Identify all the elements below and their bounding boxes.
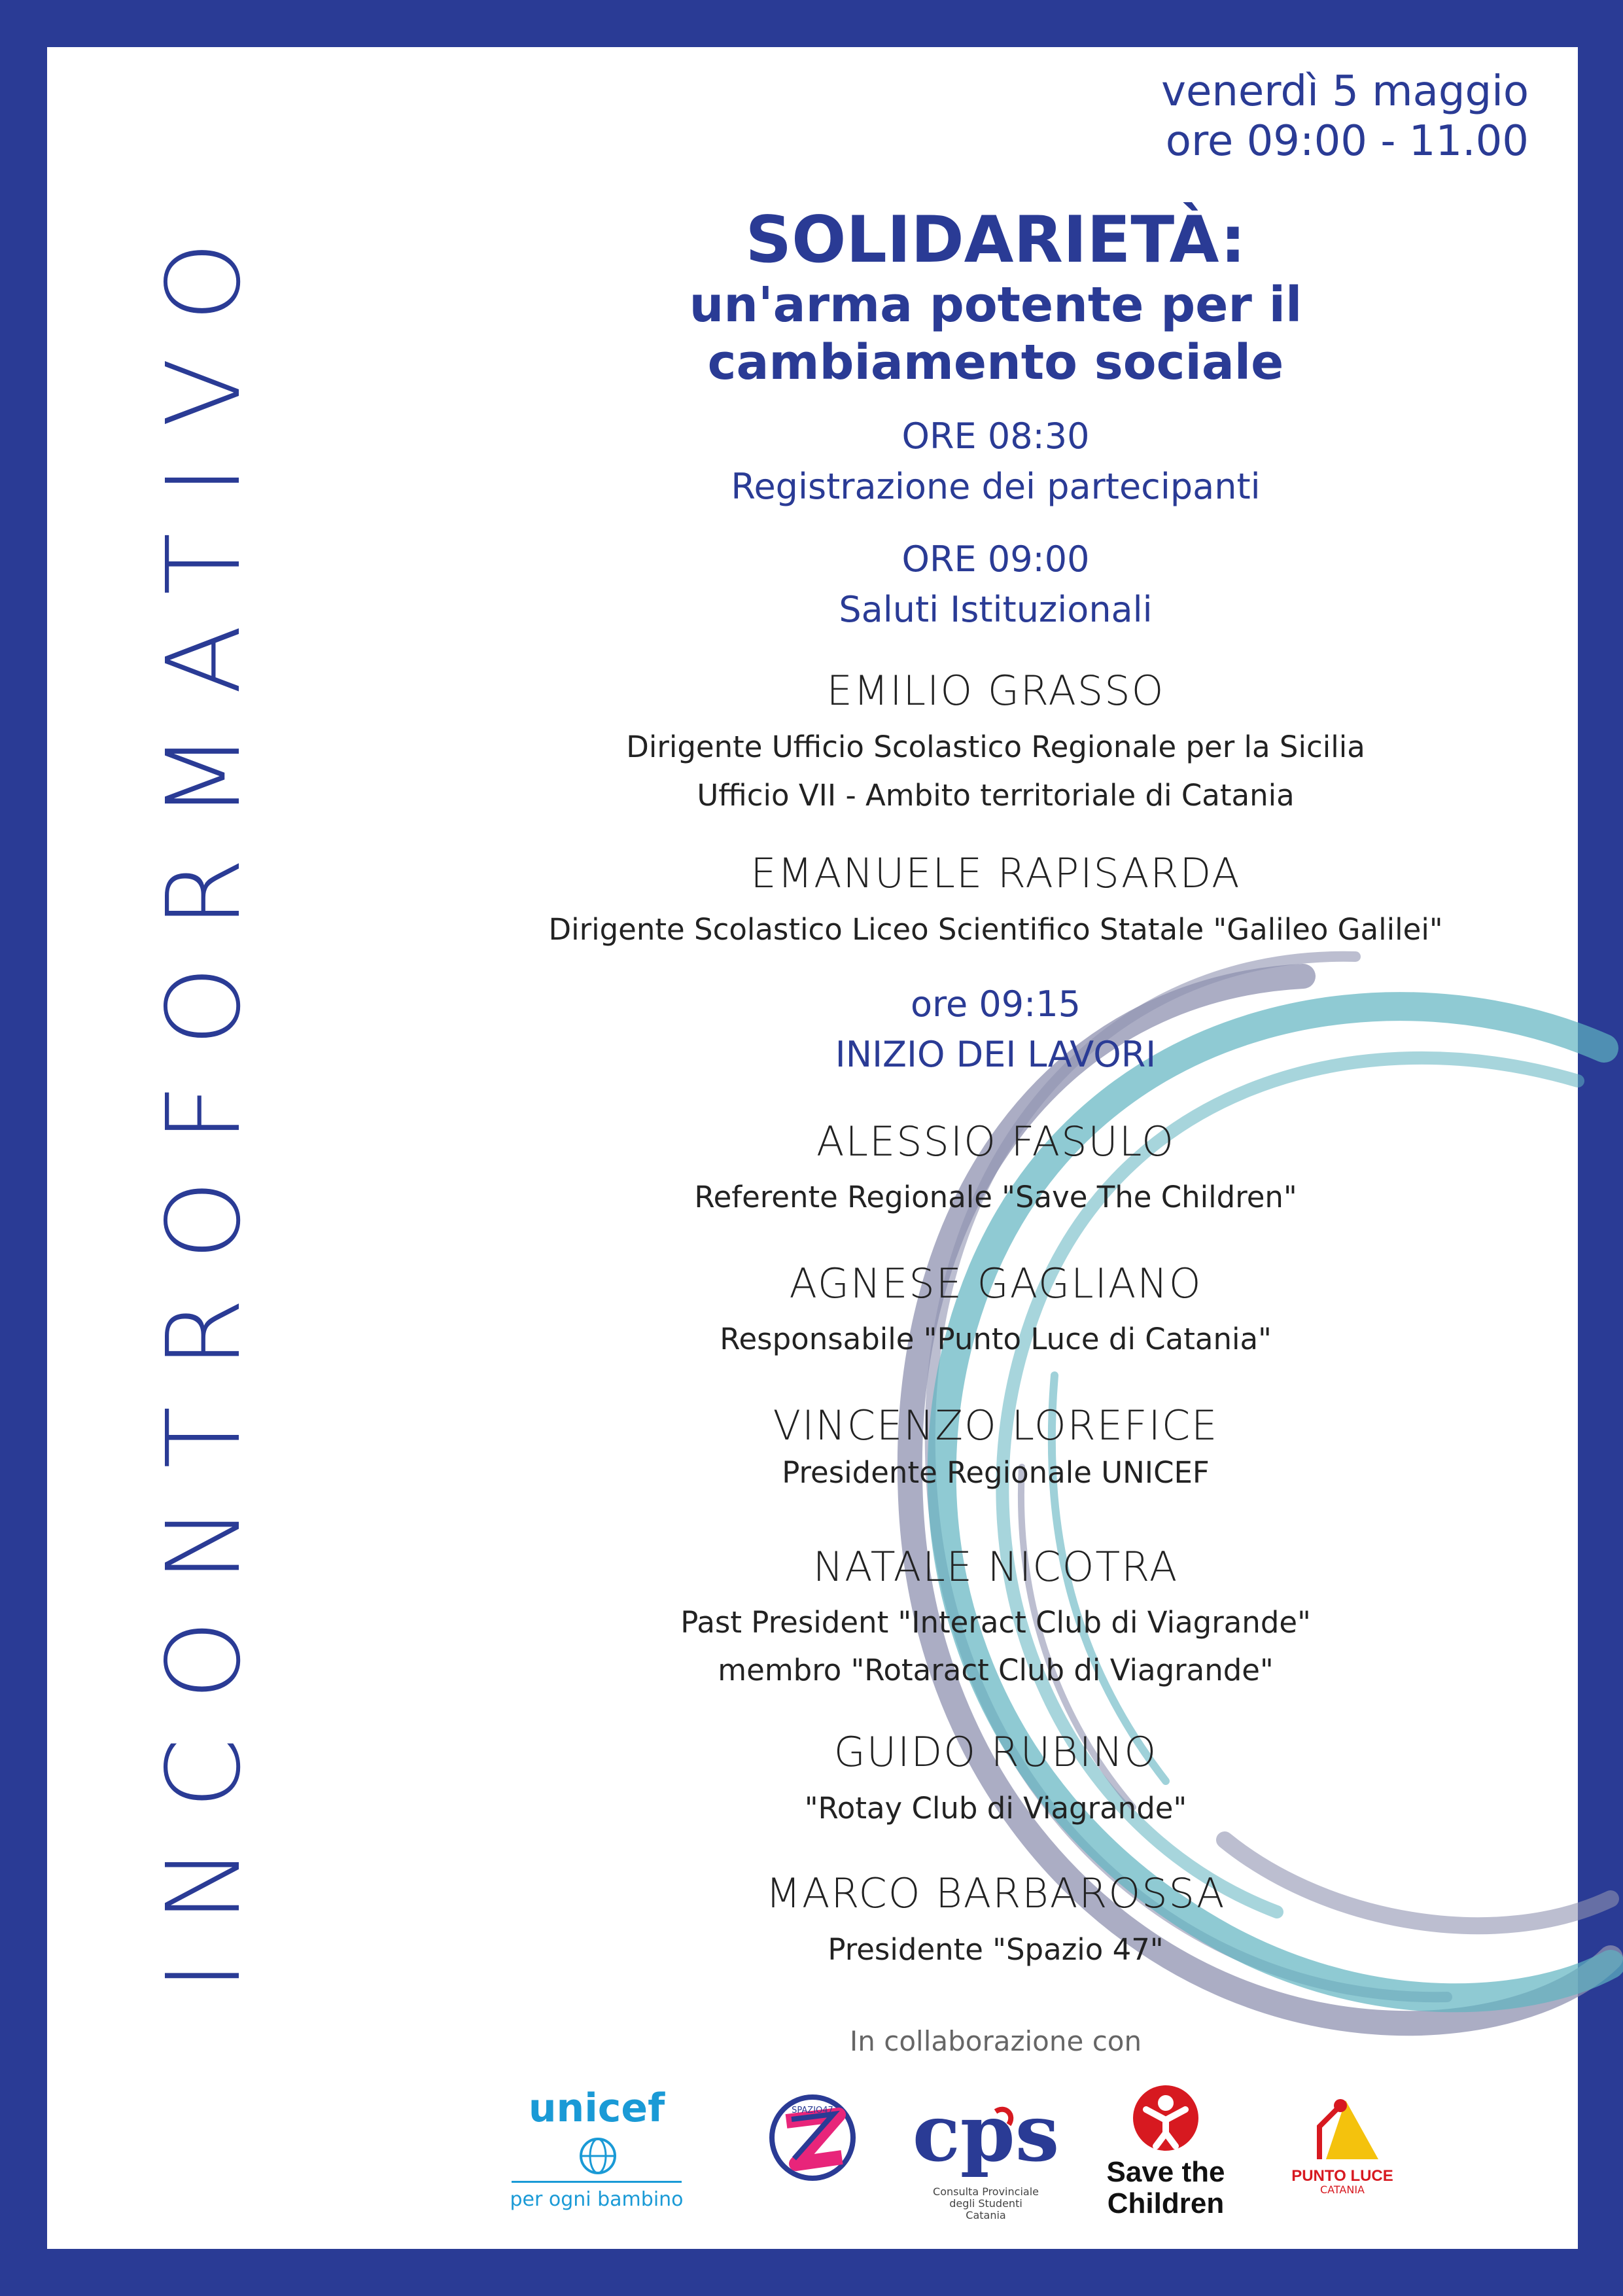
- schedule-time: ORE 08:30: [901, 415, 1090, 457]
- speaker-name: VINCENZO LOREFICE: [773, 1402, 1219, 1449]
- poster: INCONTROFORMATIVO venerdì 5 maggio ore 09:00 - 11.00 SOLIDARIETÀ: un'arma potente per il cambiamento sociale ORE 08:30 Registrazione dei partecipanti ORE 09:00 Saluti Istituzionali EMILIO GRASSO Dirigente Ufficio Scolastico Regionale per la Sicilia Ufficio VII - Ambito territoriale di Catania EMANUELE RAPISARDA Dirigente Scolastico Liceo Scientifico Statale "Galileo Galilei" ore 09:15 INIZIO DEI LAVORI ALESSIO FASULO Referente Regionale "Save The Children" AGNESE GAGLIANO Responsabile "Punto Luce di Catania" VINCENZO LOREFICE Presidente Regionale UNICEF NATALE NICOTRA Past President "Interact Club di Viagrande" membro "Rotaract Club di Viagrande" GUIDO RUBINO "Rotay Club di Viagrande" MARCO BARBAROSSA Presidente "Spazio 47" In collaborazione con unicef per ogni bambino SPAZIO47 cps Consulta Provinciale degli Studenti Catania Save the Children PUNTO LUCE CATANIA: [47, 47, 1578, 2249]
- speaker-role: Dirigente Scolastico Liceo Scientifico Statale "Galileo Galilei": [548, 912, 1443, 947]
- speaker-role: Presidente "Spazio 47": [828, 1932, 1164, 1967]
- speaker-role: Ufficio VII - Ambito territoriale di Catania: [697, 778, 1295, 813]
- schedule-label: Saluti Istituzionali: [839, 589, 1153, 630]
- event-time: ore 09:00 - 11.00: [1165, 117, 1529, 166]
- save-the-children-logo: Save the Children: [1094, 2082, 1238, 2219]
- event-date: venerdì 5 maggio: [1161, 67, 1529, 116]
- child-figure-icon: [1130, 2082, 1202, 2154]
- consulta-studenti-logo: cps Consulta Provinciale degli Studenti Catania: [924, 2085, 1048, 2221]
- speaker-role: Past President "Interact Club di Viagrande": [680, 1605, 1311, 1640]
- punto-luce-logo: PUNTO LUCE CATANIA: [1277, 2094, 1408, 2196]
- speaker-role: Referente Regionale "Save The Children": [694, 1180, 1297, 1214]
- speaker-role: "Rotay Club di Viagrande": [804, 1791, 1187, 1826]
- svg-text:cps: cps: [912, 2087, 1060, 2180]
- spazio47-mark-icon: [760, 2085, 865, 2190]
- speaker-name: MARCO BARBAROSSA: [765, 1869, 1226, 1917]
- speaker-role: membro "Rotaract Club di Viagrande": [718, 1653, 1274, 1687]
- svg-text:SPAZIO47: SPAZIO47: [792, 2106, 833, 2115]
- speaker-name: EMILIO GRASSO: [826, 667, 1165, 715]
- lamp-icon: [1300, 2094, 1385, 2166]
- speaker-name: NATALE NICOTRA: [812, 1543, 1179, 1591]
- title-main: SOLIDARIETÀ:: [745, 203, 1246, 277]
- speaker-name: AGNESE GAGLIANO: [789, 1260, 1202, 1307]
- unicef-logo: unicef per ogni bambino: [510, 2085, 684, 2211]
- schedule-label: INIZIO DEI LAVORI: [835, 1034, 1157, 1075]
- schedule-time: ore 09:15: [910, 983, 1081, 1025]
- event-datetime: [1161, 67, 1529, 166]
- globe-icon: [578, 2136, 618, 2176]
- speaker-role: Dirigente Ufficio Scolastico Regionale per la Sicilia: [626, 730, 1365, 764]
- title-subtitle: un'arma potente per il cambiamento sociale: [689, 277, 1302, 391]
- collab-label: In collaborazione con: [849, 2025, 1142, 2057]
- speaker-role: Presidente Regionale UNICEF: [782, 1455, 1210, 1490]
- consulta-mark-icon: [912, 2085, 1060, 2183]
- speaker-role: Responsabile "Punto Luce di Catania": [720, 1322, 1272, 1356]
- schedule-label: Registrazione dei partecipanti: [731, 466, 1261, 507]
- spazio47-logo: [760, 2085, 865, 2190]
- speaker-name: EMANUELE RAPISARDA: [750, 849, 1241, 897]
- schedule-time: ORE 09:00: [901, 539, 1090, 580]
- speaker-name: GUIDO RUBINO: [833, 1728, 1158, 1776]
- speaker-name: ALESSIO FASULO: [816, 1118, 1175, 1165]
